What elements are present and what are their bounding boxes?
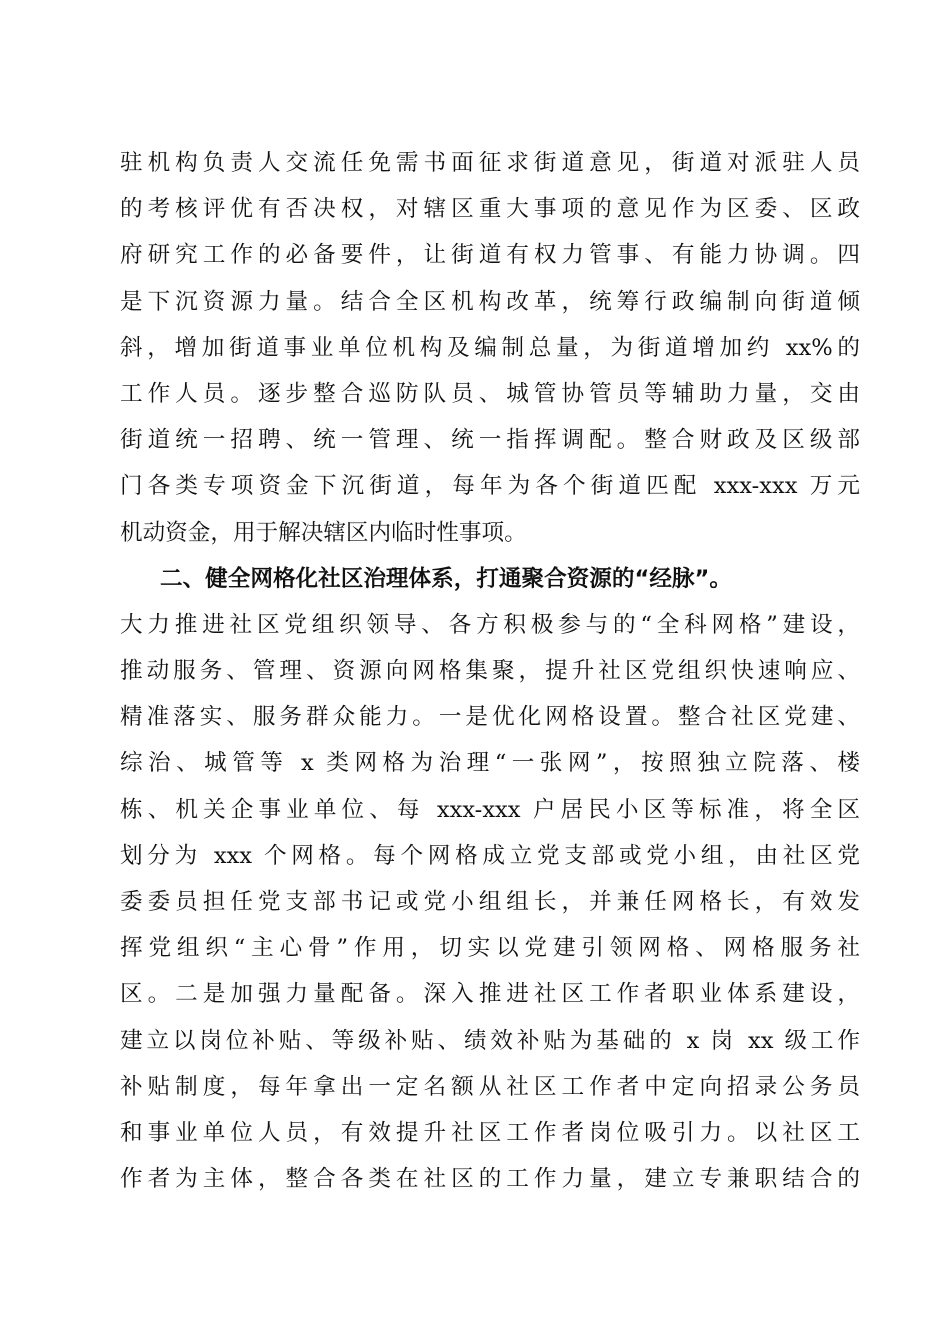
section-heading: 二、健全网格化社区治理体系，打通聚合资源的“经脉”。	[160, 565, 732, 592]
text-line: 挥党组织“主心骨”作用，切实以党建引领网格、网格服务社	[120, 935, 860, 962]
text-line: 斜，增加街道事业单位机构及编制总量，为街道增加约 xx%的	[120, 334, 860, 361]
text-line: 栋、机关企事业单位、每 xxx-xxx 户居民小区等标准，将全区	[120, 796, 860, 823]
text-line: 驻机构负责人交流任免需书面征求街道意见，街道对派驻人员	[120, 150, 860, 176]
body-text	[120, 140, 860, 1202]
text-line: 区。二是加强力量配备。深入推进社区工作者职业体系建设，	[120, 981, 860, 1008]
text-line: 作者为主体，整合各类在社区的工作力量，建立专兼职结合的	[120, 1166, 860, 1193]
text-line: 和事业单位人员，有效提升社区工作者岗位吸引力。以社区工	[120, 1119, 860, 1146]
text-line: 机动资金，用于解决辖区内临时性事项。	[120, 519, 527, 546]
text-line: 划分为 xxx 个网格。每个网格成立党支部或党小组，由社区党	[120, 842, 860, 869]
text-line: 府研究工作的必备要件，让街道有权力管事、有能力协调。四	[120, 242, 860, 269]
text-line: 工作人员。逐步整合巡防队员、城管协管员等辅助力量，交由	[120, 380, 860, 407]
text-line: 大力推进社区党组织领导、各方积极参与的“全科网格”建设，	[120, 611, 860, 638]
text-line: 的考核评优有否决权，对辖区重大事项的意见作为区委、区政	[120, 196, 860, 223]
text-line: 推动服务、管理、资源向网格集聚，提升社区党组织快速响应、	[120, 658, 860, 685]
text-line: 综治、城管等 x 类网格为治理“一张网”，按照独立院落、楼	[120, 750, 860, 777]
text-line: 精准落实、服务群众能力。一是优化网格设置。整合社区党建、	[120, 704, 860, 731]
text-line: 是下沉资源力量。结合全区机构改革，统筹行政编制向街道倾	[120, 288, 860, 315]
text-line: 建立以岗位补贴、等级补贴、绩效补贴为基础的 x 岗 xx 级工作	[120, 1027, 860, 1054]
text-line: 补贴制度，每年拿出一定名额从社区工作者中定向招录公务员	[120, 1073, 860, 1100]
text-line: 街道统一招聘、统一管理、统一指挥调配。整合财政及区级部	[120, 427, 860, 454]
text-line: 门各类专项资金下沉街道，每年为各个街道匹配 xxx-xxx 万元	[120, 473, 860, 500]
text-line: 委委员担任党支部书记或党小组组长，并兼任网格长，有效发	[120, 889, 860, 915]
